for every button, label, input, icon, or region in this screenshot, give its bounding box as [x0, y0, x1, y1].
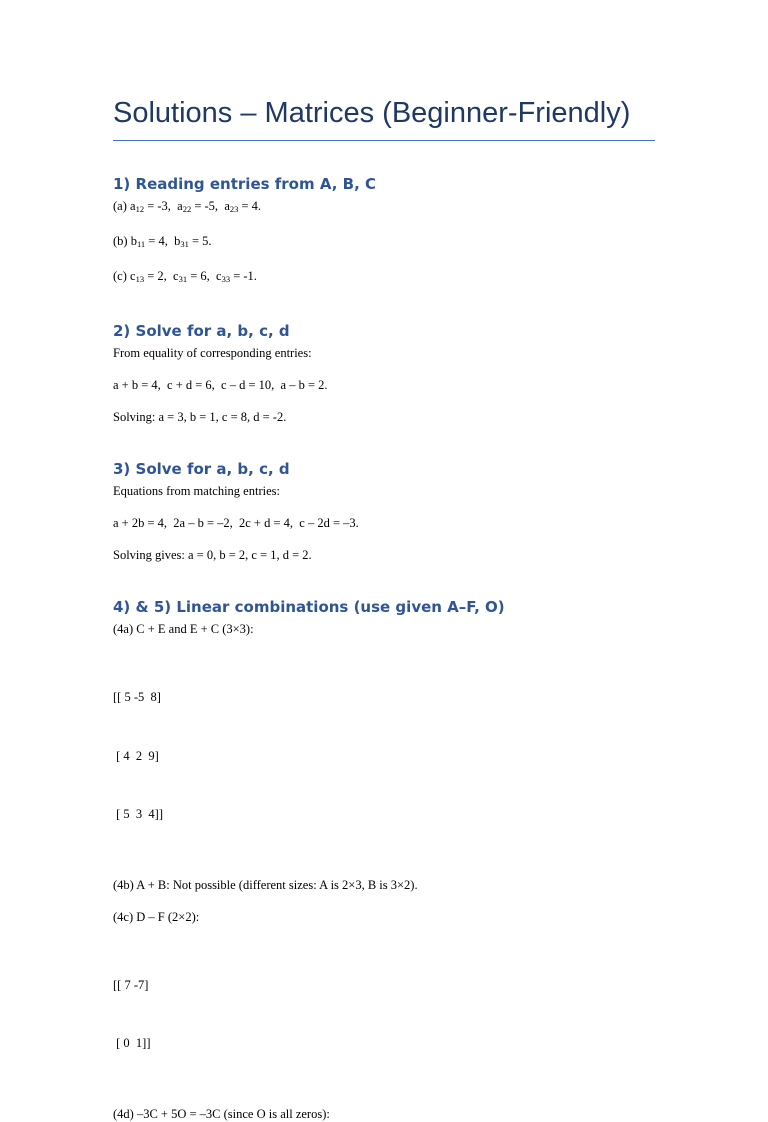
term-c33: $c_{33} = -1$.: [216, 269, 257, 284]
section-2-equations: a + b = 4, c + d = 6, c – d = 10, a – b = 2.: [113, 378, 328, 392]
term-a12: $a_{12} = -3$,: [130, 199, 178, 214]
term-b31: $b_{31} = 5$.: [174, 234, 212, 249]
term-a22: $a_{22} = -5$,: [177, 199, 225, 214]
term-c13: $c_{13} = 2$,: [130, 269, 173, 284]
section-1-heading: 1) Reading entries from A, B, C: [113, 175, 377, 193]
term-a23: $a_{23} = 4$.: [224, 199, 262, 214]
line-prefix: (c): [113, 269, 130, 283]
item-4c-label: (4c) D – F (2×2):: [113, 909, 200, 924]
matrix-4a: [113, 649, 655, 864]
document-page: [113, 92, 655, 1122]
term-b11: $b_{11} = 4$,: [130, 234, 175, 249]
section-1-line-b: [113, 233, 655, 252]
matrix-row: [ 5 3 4]]: [113, 807, 163, 821]
section-3-heading: 3) Solve for a, b, c, d: [113, 460, 290, 478]
line-prefix: (b): [113, 234, 131, 248]
matrix-row: [[ 7 -7]: [113, 977, 149, 992]
section-3-intro: Equations from matching entries:: [113, 484, 280, 498]
section-4-heading: 4) & 5) Linear combinations (use given A–F, O): [113, 598, 505, 616]
section-2-intro: From equality of corresponding entries:: [113, 346, 312, 360]
section-3-equations: a + 2b = 4, 2a – b = –2, 2c + d = 4, c – 2d = –3.: [113, 516, 359, 530]
section-2-heading: 2) Solve for a, b, c, d: [113, 322, 290, 340]
item-4a-label: (4a) C + E and E + C (3×3):: [113, 622, 254, 636]
matrix-row: [[ 5 -5 8]: [113, 690, 161, 704]
section-1-line-c: [113, 268, 655, 287]
matrix-4c: [113, 937, 655, 1093]
section-3-solution: Solving gives: a = 0, b = 2, c = 1, d = 2.: [113, 548, 312, 562]
matrix-row: [ 0 1]]: [113, 1036, 151, 1050]
item-4d-label: (4d) –3C + 5O = –3C (since O is all zeros):: [113, 1106, 330, 1121]
section-1-line-a: [113, 198, 655, 217]
section-2-solution: Solving: a = 3, b = 1, c = 8, d = -2.: [113, 410, 287, 424]
matrix-row: [ 4 2 9]: [113, 748, 159, 763]
document-title: Solutions – Matrices (Beginner-Friendly): [113, 92, 655, 141]
item-4b-label: (4b) A + B: Not possible (different sizes: A is 2×3, B is 3×2).: [113, 877, 418, 892]
line-prefix: (a): [113, 199, 130, 213]
term-c31: $c_{31} = 6$,: [173, 269, 216, 284]
